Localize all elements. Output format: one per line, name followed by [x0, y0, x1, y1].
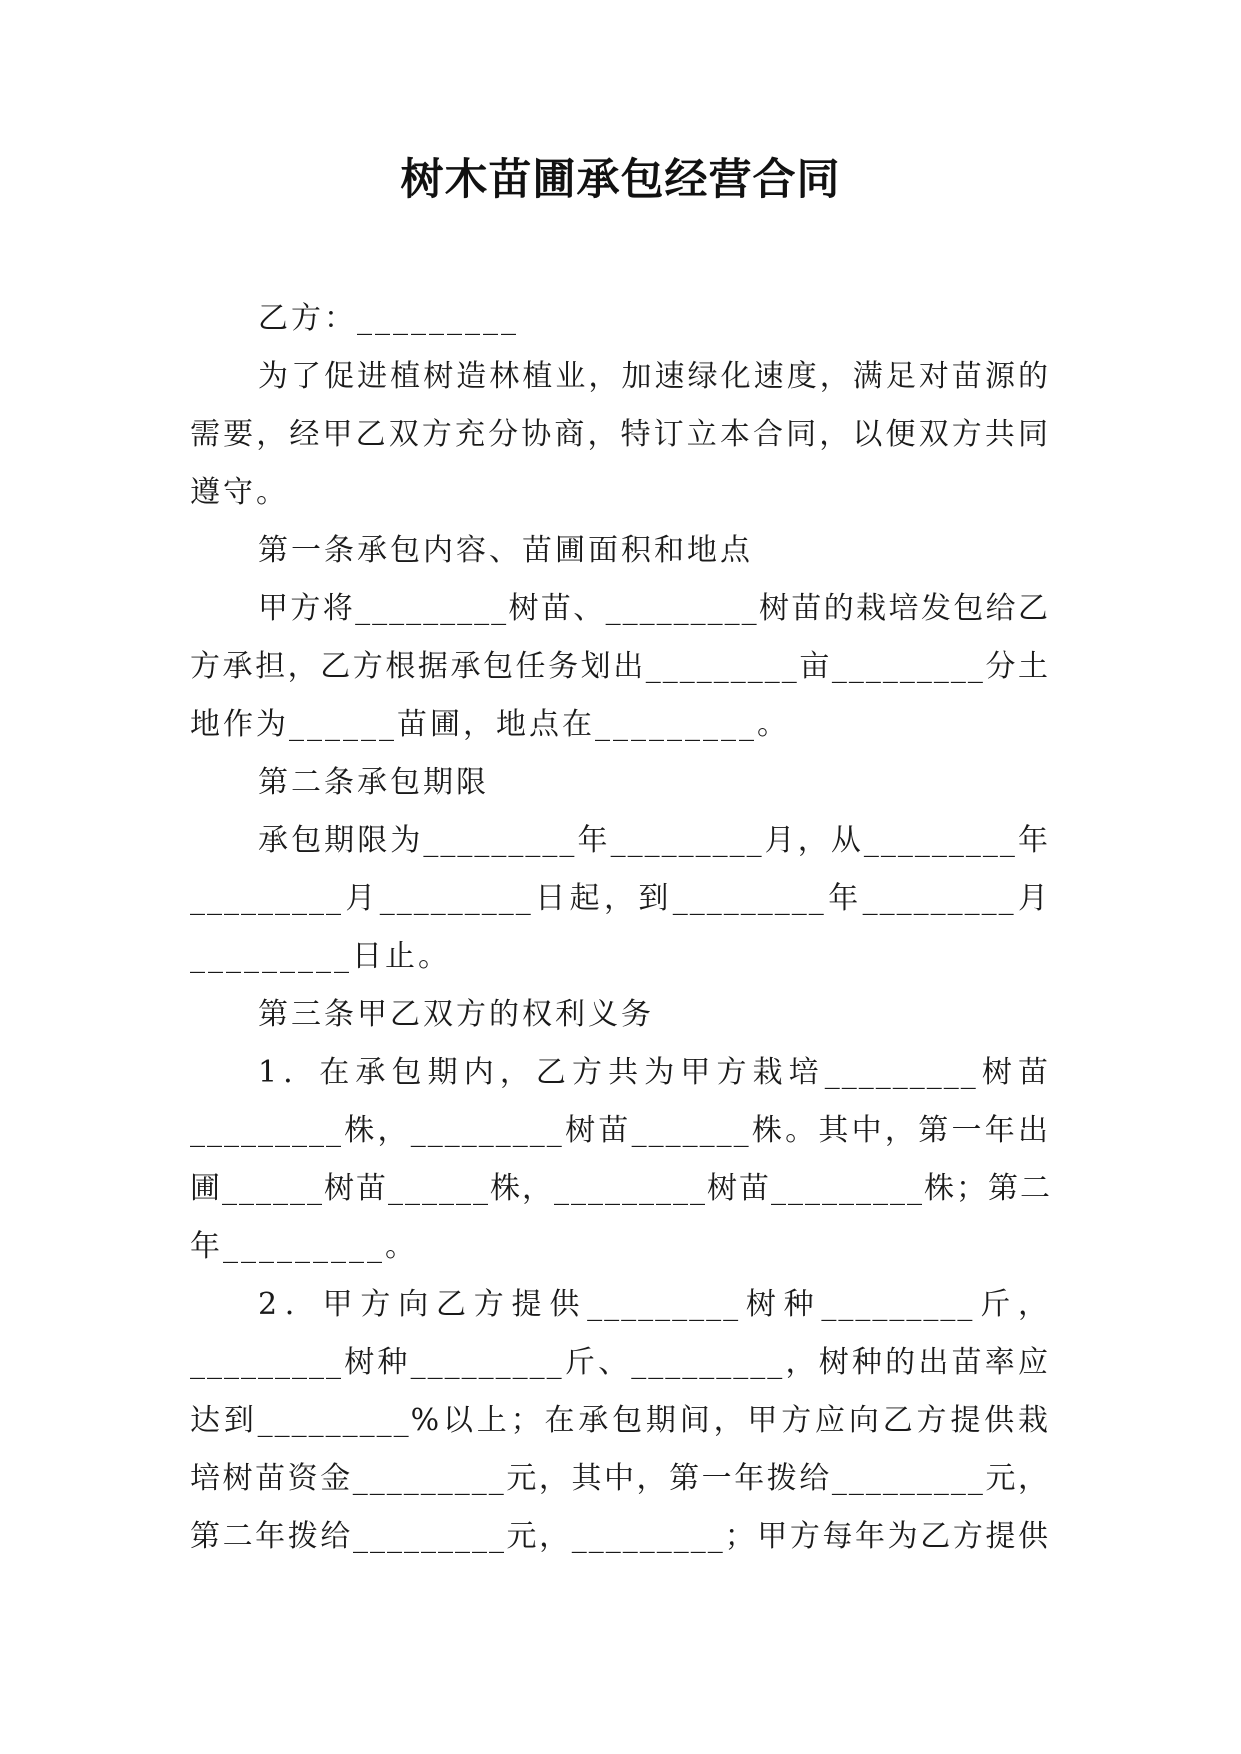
- clause-2-line-1: 2．甲方向乙方提供_________树种_________斤，: [258, 1287, 1050, 1322]
- article-1-heading: 第一条承包内容、苗圃面积和地点: [258, 533, 753, 568]
- document-body: [190, 290, 1050, 1566]
- preamble-line-2: 需要，经甲乙双方充分协商，特订立本合同，以便双方共同: [190, 417, 1050, 452]
- article-1-line-2: 方承担，乙方根据承包任务划出_________亩_________分土: [190, 649, 1050, 684]
- document-title: 树木苗圃承包经营合同: [400, 155, 841, 205]
- preamble-line-3: 遵守。: [190, 475, 289, 510]
- clause-1-line-1: 1．在承包期内，乙方共为甲方栽培_________树苗: [258, 1055, 1050, 1090]
- party-b-line: 乙方：_________: [258, 301, 519, 336]
- clause-1-line-4: 年_________。: [190, 1229, 418, 1264]
- article-2-line-1: 承包期限为_________年_________月，从_________年: [258, 823, 1050, 858]
- article-2-line-3: _________日止。: [190, 939, 451, 974]
- preamble-line-1: 为了促进植树造林植业，加速绿化速度，满足对苗源的: [258, 359, 1050, 394]
- article-1-line-3: 地作为______苗圃，地点在_________。: [190, 707, 790, 742]
- clause-2-line-4: 培树苗资金_________元，其中，第一年拨给_________元，: [190, 1461, 1050, 1496]
- clause-2-line-5: 第二年拨给_________元，_________；甲方每年为乙方提供: [190, 1519, 1050, 1554]
- article-2-heading: 第二条承包期限: [258, 765, 489, 800]
- clause-2-line-3: 达到_________%以上；在承包期间，甲方应向乙方提供栽: [190, 1403, 1050, 1438]
- clause-1-line-3: 圃______树苗______株，_________树苗_________株；第二: [190, 1171, 1052, 1206]
- clause-1-line-2: _________株，_________树苗_______株。其中，第一年出: [190, 1113, 1050, 1148]
- article-2-line-2: _________月_________日起，到_________年_________月: [190, 881, 1050, 916]
- clause-2-line-2: _________树种_________斤、_________，树种的出苗率应: [190, 1345, 1050, 1380]
- article-3-heading: 第三条甲乙双方的权利义务: [258, 997, 654, 1032]
- article-1-line-1: 甲方将_________树苗、_________树苗的栽培发包给乙: [258, 591, 1050, 626]
